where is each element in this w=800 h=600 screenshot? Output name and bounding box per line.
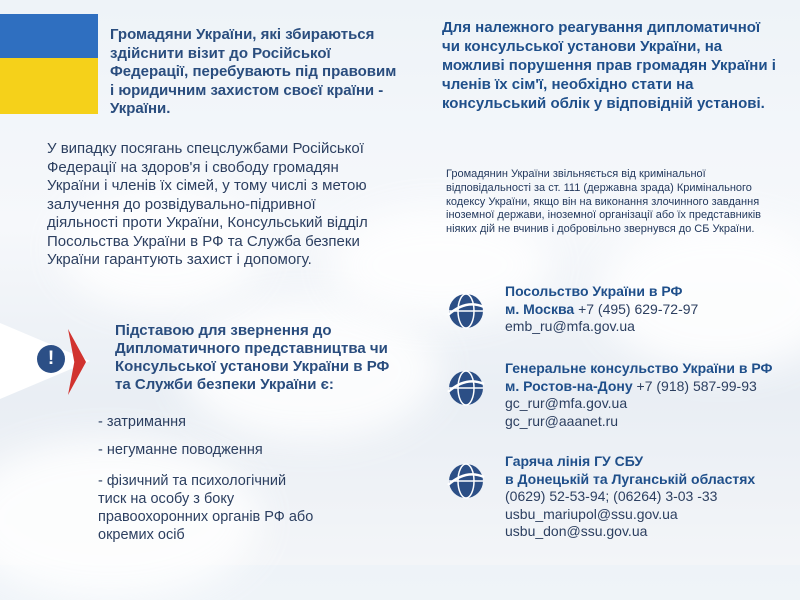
grounds-title: Підставою для звернення до Дипломатичного представництва чи Консульської установи України в РФ та Служби безпеки України є: [115, 322, 390, 393]
contact-region: в Донецькій та Луганській областях [505, 470, 756, 487]
contact-name: Генеральне консульство України в РФ [505, 360, 773, 376]
contact-email[interactable]: gc_rur@aaanet.ru [505, 412, 619, 429]
flag-yellow-stripe [0, 58, 98, 114]
grounds-item: - фізичний та психологічний тиск на особу з боку правоохоронних органів РФ або окремих осіб [98, 473, 314, 543]
left-title: Громадяни України, які збираються здійснити візит до Російської Федерації, перебувають під правовим і юридичним захистом своєї країни - України. [110, 26, 397, 117]
criminal-liability-note: Громадянин України звільняється від кримінальної відповідальності за ст. 111 (державна зрада) Кримінального кодексу України, якщо він на виконання злочинного завдання іноземної держави, іноземної організації або їх представників ніяких дій не вчинив і добровільно звернувся до СБ України. [446, 168, 761, 236]
left-paragraph: У випадку посягань спецслужбами Російської Федерації на здоров'я і свободу громадян України і членів їх сімей, у тому числі з метою залучення до розвідувально-підривної діяльності проти України, Консульський відділ Посольства України в РФ та Служба безпеки України гарантують захист і допомогу. [47, 140, 368, 268]
globe-icon [446, 291, 486, 331]
globe-icon [446, 368, 486, 408]
contact-email[interactable]: usbu_don@ssu.gov.ua [505, 523, 648, 539]
contact-city: м. Москва [505, 300, 575, 317]
contact-email[interactable]: gc_rur@mfa.gov.ua [505, 395, 628, 411]
flag-blue-stripe [0, 14, 98, 58]
grounds-item: - затримання [98, 414, 186, 430]
contact-email[interactable]: usbu_mariupol@ssu.gov.ua [505, 505, 678, 522]
grounds-item: - негуманне поводження [98, 442, 263, 458]
contact-name: Посольство України в РФ [505, 283, 683, 299]
globe-icon [446, 461, 486, 501]
contact-phone[interactable]: +7 (495) 629-72-97 [578, 300, 699, 317]
exclamation-icon: ! [37, 345, 65, 373]
contact-city: м. Ростов-на-Дону [505, 377, 633, 394]
contact-name: Гаряча лінія ГУ СБУ [505, 453, 644, 469]
right-title: Для належного реагування дипломатичної чи консульської установи України, на можливі порушення прав громадян України і членів їх сім'ї, необхідно стати на консульський облік у відповідній установі. [442, 19, 776, 112]
contact-phone[interactable]: (0629) 52-53-94; (06264) 3-03 -33 [505, 488, 718, 504]
contact-phone[interactable]: +7 (918) 587-99-93 [636, 377, 757, 394]
contact-email[interactable]: emb_ru@mfa.gov.ua [505, 318, 635, 334]
